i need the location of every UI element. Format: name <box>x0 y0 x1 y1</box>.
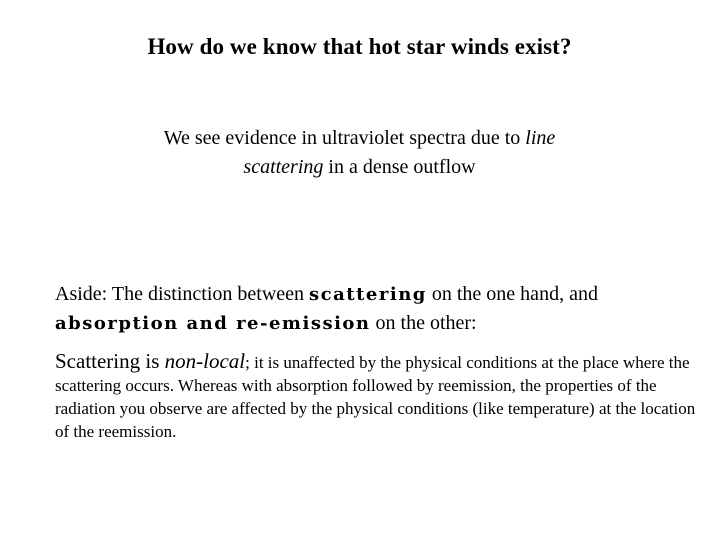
aside-term-absorption: absorption and re-emission <box>55 313 371 334</box>
intro-paragraph <box>0 124 719 182</box>
intro-text-end: in a dense outflow <box>323 156 476 178</box>
slide-title: How do we know that hot star winds exist? <box>147 34 572 59</box>
aside-paragraph <box>55 280 705 338</box>
explanation-text: ; it is unaffected by the physical conditions at the place where the scattering occurs. Whereas with absorption followed by reemission, the properties of the radiation you observe are affected by the physical conditions (like temperature) at the location of the reemission. <box>55 353 696 441</box>
explanation-lead: Scattering is <box>55 349 165 373</box>
aside-text-end: on the other: <box>370 312 477 334</box>
intro-scattering-term: scattering <box>243 156 324 178</box>
aside-term-scattering: scattering <box>309 284 427 305</box>
aside-text: Aside: The distinction between <box>55 283 310 305</box>
explanation-nonlocal-term: non-local <box>164 349 246 373</box>
aside-text-middle: on the one hand, and <box>426 283 598 305</box>
explanation-paragraph <box>55 350 705 443</box>
intro-line-term: line <box>525 127 556 149</box>
intro-text: We see evidence in ultraviolet spectra due to <box>163 127 526 149</box>
